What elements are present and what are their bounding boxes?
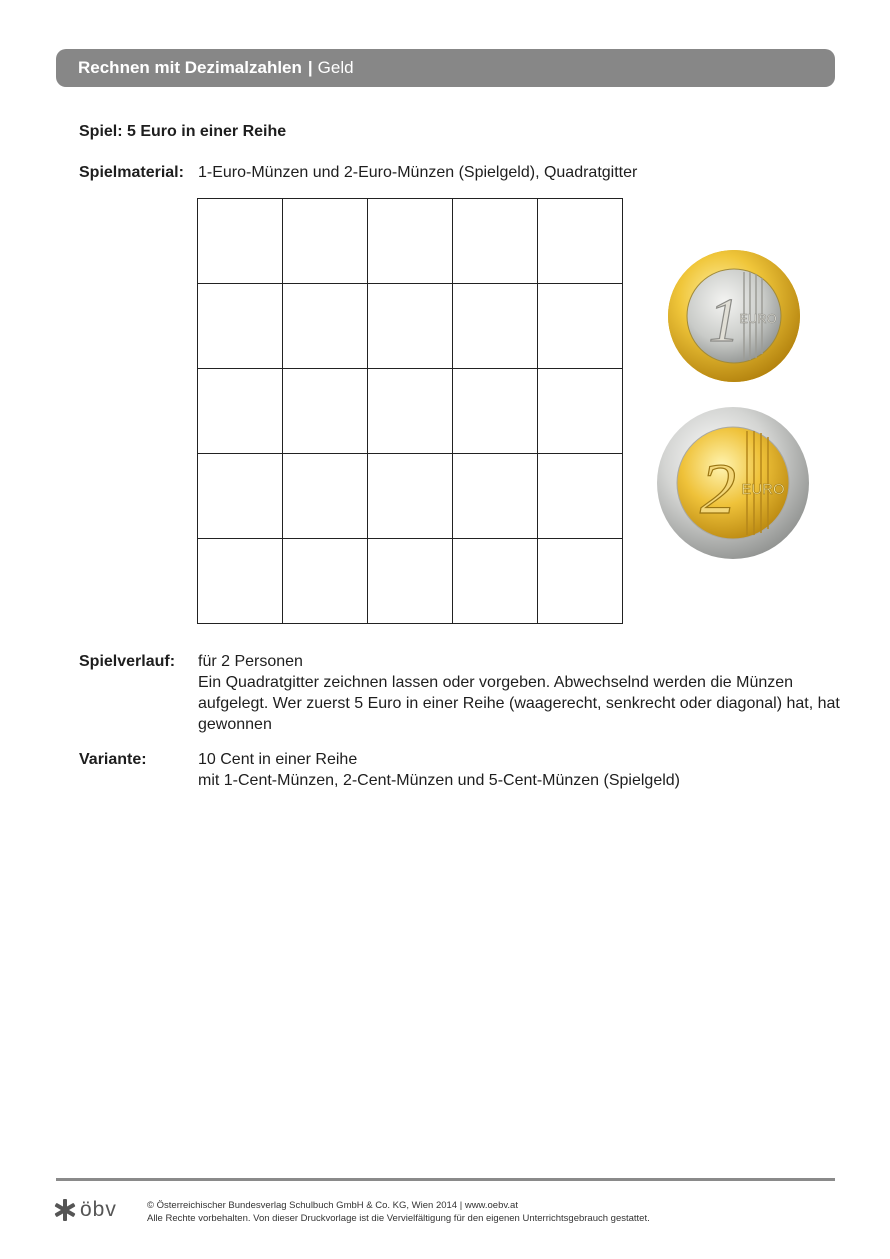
coin-word: EURO bbox=[739, 311, 777, 326]
variant-label: Variante: bbox=[79, 751, 147, 768]
coin-numeral: 2 bbox=[700, 449, 736, 529]
grid-cell bbox=[283, 539, 368, 624]
variant-line-1: 10 Cent in einer Reihe bbox=[198, 751, 358, 768]
grid-cell bbox=[368, 369, 453, 454]
header-subtitle: Geld bbox=[317, 58, 354, 77]
page-title: Spiel: 5 Euro in einer Reihe bbox=[79, 123, 287, 140]
grid-cell bbox=[368, 539, 453, 624]
grid-cell bbox=[538, 369, 623, 454]
grid-cell bbox=[538, 539, 623, 624]
grid-cell bbox=[283, 369, 368, 454]
coin-numeral: 1 bbox=[708, 287, 740, 355]
copyright-line-1: © Österreichischer Bundesverlag Schulbuch GmbH & Co. KG, Wien 2014 | www.oebv.at bbox=[147, 1200, 518, 1211]
coin-word: EURO bbox=[741, 481, 785, 498]
material-label: Spielmaterial: bbox=[79, 164, 184, 181]
grid-cell bbox=[198, 284, 283, 369]
procedure-label: Spielverlauf: bbox=[79, 653, 176, 670]
grid-cell bbox=[453, 539, 538, 624]
1-euro-coin bbox=[666, 248, 802, 384]
grid-cell bbox=[368, 454, 453, 539]
grid-cell bbox=[453, 369, 538, 454]
grid-cell bbox=[453, 199, 538, 284]
procedure-line-2: Ein Quadratgitter zeichnen lassen oder vorgeben. Abwechselnd werden die Münzen aufgelegt. Wer zuerst 5 Euro in einer Reihe (waagerecht, senkrecht oder diagonal) hat, hat gewonnen bbox=[198, 674, 840, 733]
square-grid bbox=[197, 198, 623, 624]
grid-cell bbox=[198, 539, 283, 624]
grid-cell bbox=[538, 454, 623, 539]
grid-cell bbox=[198, 369, 283, 454]
publisher-logo bbox=[54, 1198, 117, 1222]
grid-cell bbox=[538, 284, 623, 369]
copyright-notice bbox=[147, 1199, 650, 1225]
2-euro-coin bbox=[655, 405, 811, 561]
asterisk-logo-icon bbox=[54, 1198, 76, 1222]
grid-cell bbox=[453, 284, 538, 369]
grid-cell bbox=[283, 454, 368, 539]
grid-cell bbox=[198, 199, 283, 284]
grid-cell bbox=[368, 284, 453, 369]
grid-cell bbox=[453, 454, 538, 539]
grid-cell bbox=[538, 199, 623, 284]
grid-cell bbox=[198, 454, 283, 539]
header-bar bbox=[56, 49, 835, 87]
grid-cell bbox=[283, 199, 368, 284]
footer-divider bbox=[56, 1178, 835, 1181]
header-separator: | bbox=[307, 58, 313, 77]
logo-text: öbv bbox=[80, 1198, 117, 1221]
variant-line-2: mit 1-Cent-Münzen, 2-Cent-Münzen und 5-Cent-Münzen (Spielgeld) bbox=[198, 772, 680, 789]
material-text: 1-Euro-Münzen und 2-Euro-Münzen (Spielgeld), Quadratgitter bbox=[198, 164, 638, 181]
grid-cell bbox=[283, 284, 368, 369]
grid-cell bbox=[368, 199, 453, 284]
procedure-line-1: für 2 Personen bbox=[198, 653, 303, 670]
copyright-line-2: Alle Rechte vorbehalten. Von dieser Druckvorlage ist die Vervielfältigung für den eigenen Unterrichtsgebrauch gestattet. bbox=[147, 1213, 650, 1224]
header-title: Rechnen mit Dezimalzahlen bbox=[78, 58, 302, 77]
